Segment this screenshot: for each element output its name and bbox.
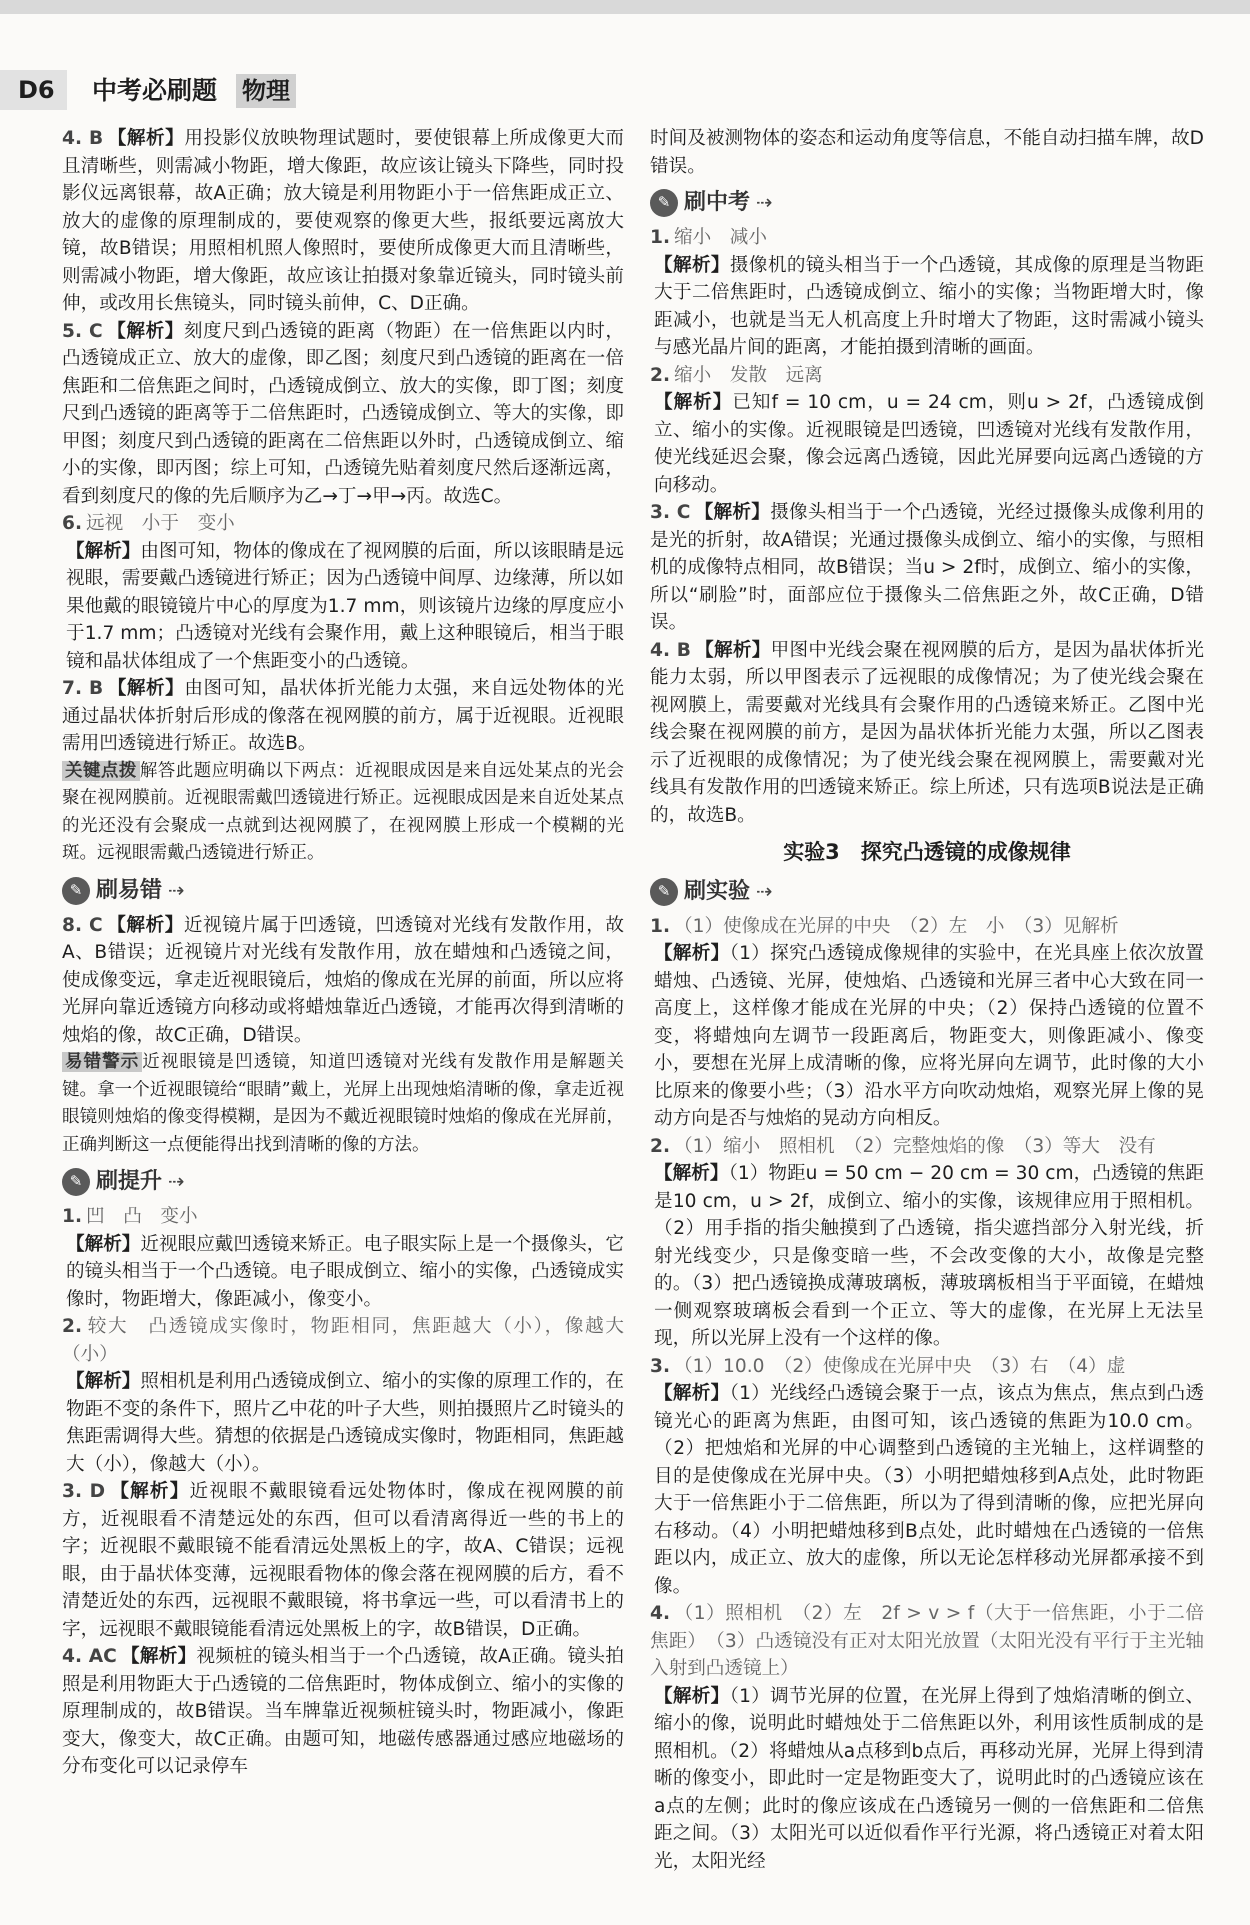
analysis-text: 已知f = 10 cm，u = 24 cm，则u > 2f，凸透镜成倒立、缩小的实像。近视眼镜是凹透镜，凹透镜对光线有发散作用，使光线延迟会聚，像会远离凸透镜，因此光屏要向远离凸透镜的方向移动。	[654, 392, 1204, 496]
question-number: 4. B	[62, 128, 104, 149]
question-number: 2.	[650, 1135, 671, 1157]
answer-item-z4	[650, 637, 1204, 830]
question-number: 3.	[650, 1355, 671, 1377]
question-number: 3. D	[62, 1481, 106, 1502]
answer-text: 远视 小于 变小	[86, 513, 235, 534]
answer-text: （1）缩小 照相机 （2）完整烛焰的像 （3）等大 没有	[674, 1135, 1156, 1157]
analysis-tag: 【解析】	[654, 943, 730, 964]
question-number: 7. B	[62, 678, 104, 699]
page-number: D6	[0, 70, 67, 110]
left-column	[62, 125, 624, 1781]
section-header-shiyan	[650, 873, 1204, 911]
answer-item-s2-analysis	[650, 1160, 1204, 1353]
error-warning-note	[62, 1049, 624, 1159]
top-edge-bar	[0, 0, 1250, 14]
analysis-tag: 【解析】	[106, 914, 184, 936]
analysis-text: （1）调节光屏的位置，在光屏上得到了烛焰清晰的倒立、缩小的像，说明此时蜡烛处于二倍焦距以外，利用该性质制成的是照相机。（2）将蜡烛从a点移到b点后，再移动光屏，光屏上得到清晰的像变小，即此时一定是物距变大了，说明此时的凸透镜应该在a点的左侧；此时的像应该成在凸透镜另一侧的一倍焦距和二倍焦距之间。（3）太阳光可以近似看作平行光源，将凸透镜正对着太阳光，太阳光经	[654, 1685, 1204, 1872]
answer-text: 凹 凸 变小	[86, 1206, 198, 1227]
section-title: 刷实验	[684, 878, 751, 904]
section-title: 刷易错	[96, 877, 163, 903]
note-text: 解答此题应明确以下两点：近视眼成因是来自远处某点的光会聚在视网膜前。近视眼需戴凹透镜进行矫正。远视眼成因是来自近处某点的光还没有会聚成一点就到达视网膜了，在视网膜上形成一个模糊的光斑。远视眼需戴凸透镜进行矫正。	[62, 760, 625, 863]
question-number: 1.	[62, 1206, 83, 1227]
arrow-icon: ⇢	[756, 190, 773, 215]
analysis-text: 近视镜片属于凹透镜，凹透镜对光线有发散作用，故A、B错误；近视镜片对光线有发散作用，放在蜡烛和凸透镜之间，使成像变远，拿走近视眼镜后，烛焰的像成在光屏的前面，所以应将光屏向靠近透镜方向移动或将蜡烛靠近凸透镜，才能再次得到清晰的烛焰的像，故C正确，D错误。	[62, 914, 624, 1046]
section-header-tisheng	[62, 1163, 624, 1201]
analysis-tag: 【解析】	[654, 1685, 730, 1707]
arrow-icon: ⇢	[168, 1169, 185, 1194]
book-series-title: 中考必刷题	[92, 76, 218, 105]
answer-item-t3	[62, 1478, 624, 1643]
question-number: 6.	[62, 513, 83, 534]
analysis-tag: 【解析】	[654, 1383, 730, 1404]
answer-item-z1	[650, 224, 1204, 252]
analysis-tag: 【解析】	[120, 1646, 197, 1667]
analysis-text: 摄像头相当于一个凸透镜，光经过摄像头成像利用的是光的折射，故A错误；光通过摄像头成倒立、缩小的实像，与照相机的成像特点相同，故B错误；当u > 2f时，成倒立、缩小的实像，所以“刷脸”时，面部应位于摄像头二倍焦距之外，故C正确，D错误。	[650, 502, 1204, 633]
note-label: 关键点拨	[62, 761, 140, 781]
answer-item-t1	[62, 1203, 624, 1231]
analysis-tag: 【解析】	[109, 1481, 190, 1502]
answer-item-t1-analysis	[62, 1231, 624, 1314]
analysis-tag: 【解析】	[694, 502, 771, 523]
question-number: 4. AC	[62, 1646, 117, 1667]
answer-item-z2	[650, 362, 1204, 390]
answer-item-z3	[650, 499, 1204, 637]
answer-item-z2-analysis	[650, 389, 1204, 499]
answer-item-s4-analysis	[650, 1683, 1204, 1876]
analysis-text: （1）光线经凸透镜会聚于一点，该点为焦点，焦点到凸透镜光心的距离为焦距，由图可知，该凸透镜的焦距为10.0 cm。（2）把烛焰和光屏的中心调整到凸透镜的主光轴上，这样调整的目的是使像成在光屏中央。（3）小明把蜡烛移到A点处，此时物距大于一倍焦距小于二倍焦距，所以为了得到清晰的像，应把光屏向右移动。（4）小明把蜡烛移到B点处，此时蜡烛在凸透镜的一倍焦距以内，成正立、放大的虚像，所以无论怎样移动光屏都承接不到像。	[654, 1383, 1204, 1597]
answer-item-8	[62, 912, 624, 1050]
note-text: 近视眼镜是凹透镜，知道凹透镜对光线有发散作用是解题关键。拿一个近视眼镜给“眼睛”戴上，光屏上出现烛焰清晰的像，拿走近视眼镜则烛焰的像变得模糊，是因为不戴近视眼镜时烛焰的像成在光屏前，正确判断这一点便能得出找到清晰的像的方法。	[62, 1052, 625, 1155]
question-number: 4. B	[650, 639, 691, 661]
answer-item-t4-continued: 时间及被测物体的姿态和运动角度等信息，不能自动扫描车牌，故D错误。	[650, 128, 1204, 177]
arrow-icon: ⇢	[168, 877, 185, 902]
question-number: 2.	[650, 364, 671, 386]
analysis-text: （1）探究凸透镜成像规律的实验中，在光具座上依次放置蜡烛、凸透镜、光屏，使烛焰、凸透镜和光屏三者中心大致在同一高度上，这样像才能成在光屏的中央；（2）保持凸透镜的位置不变，将蜡烛向左调节一段距离后，物距变大，则像距减小、像变小，要想在光屏上成清晰的像，应将光屏向左调节，此时像的大小比原来的像要小些；（3）沿水平方向吹动烛焰，观察光屏上像的晃动方向是否与烛焰的晃动方向相反。	[654, 943, 1204, 1129]
answer-text: 缩小 发散 远离	[674, 364, 823, 386]
analysis-text: 照相机是利用凸透镜成倒立、缩小的实像的原理工作的，在物距不变的条件下，照片乙中花的叶子大些，则拍摄照片乙时镜头的焦距需调得大些。猜想的依据是凸透镜成实像时，物距相同，焦距越大（小），像越大（小）。	[66, 1371, 624, 1475]
answer-item-s2	[650, 1133, 1204, 1161]
answer-item-5	[62, 318, 624, 511]
brush-badge-icon: ✎	[62, 1168, 90, 1196]
right-column	[650, 125, 1204, 1875]
answer-item-6	[62, 510, 624, 538]
analysis-text: 近视眼应戴凹透镜来矫正。电子眼实际上是一个摄像头，它的镜头相当于一个凸透镜。电子眼成倒立、缩小的实像，凸透镜成实像时，物距增大，像距减小，像变小。	[66, 1233, 624, 1310]
question-number: 4.	[650, 1603, 671, 1624]
question-number: 1.	[650, 915, 671, 937]
brush-badge-icon: ✎	[62, 877, 90, 905]
question-number: 5. C	[62, 320, 103, 342]
question-number: 3. C	[650, 502, 691, 523]
analysis-text: 由图可知，晶状体折光能力太强，来自远处物体的光通过晶状体折射后形成的像落在视网膜的前方，属于近视眼。近视眼需用凹透镜进行矫正。故选B。	[62, 678, 624, 754]
answer-text: 较大 凸透镜成实像时，物距相同，焦距越大（小），像越大（小）	[62, 1316, 624, 1365]
answer-item-6-analysis	[62, 538, 624, 676]
section-title: 刷中考	[684, 190, 751, 216]
answer-text: （1）使像成在光屏的中央 （2）左 小 （3）见解析	[674, 915, 1119, 937]
answer-item-s3	[650, 1353, 1204, 1381]
page-header	[0, 70, 1250, 114]
answer-item-7	[62, 675, 624, 758]
analysis-text: 近视眼不戴眼镜看远处物体时，像成在视网膜的前方，近视眼看不清楚远处的东西，但可以看清离得近一些的书上的字；近视眼不戴眼镜不能看清远处黑板上的字，故A、C错误；远视眼，由于晶状体变薄，远视眼看物体的像会落在视网膜的后方，看不清楚近处的东西，远视眼不戴眼镜，将书拿远一些，可以看清书上的字，远视眼不戴眼镜能看清远处黑板上的字，故B错误，D正确。	[62, 1481, 624, 1640]
answer-item-s1-analysis	[650, 940, 1204, 1133]
answer-item-t2	[62, 1313, 624, 1368]
answer-text: （1）照相机 （2）左 2f > v > f（大于一倍焦距，小于二倍焦距） （3）凸透镜没有正对太阳光放置（太阳光没有平行于主光轴入射到凸透镜上）	[650, 1603, 1204, 1679]
analysis-tag: 【解析】	[694, 639, 771, 661]
analysis-text: 由图可知，物体的像成在了视网膜的后面，所以该眼睛是远视眼，需要戴凸透镜进行矫正；因为凸透镜中间厚、边缘薄，所以如果他戴的眼镜镜片中心的厚度为1.7 mm，则该镜片边缘的厚度应小于1.7 mm；凸透镜对光线有会聚作用，戴上这种眼镜后，相当于眼镜和晶状体组成了一个焦距变小的凸透镜。	[66, 540, 624, 672]
analysis-text: 用投影仪放映物理试题时，要使银幕上所成像更大而且清晰些，则需减小物距，增大像距，故应该让镜头下降些，同时投影仪远离银幕，故A正确；放大镜是利用物距小于一倍焦距成正立、放大的虚像的原理制成的，要使观察的像更大些，报纸要远离放大镜，故B错误；用照相机照人像照时，要使所成像更大而且清晰些，则需减小物距，增大像距，故应该让拍摄对象靠近镜头，同时镜头前伸，或改用长焦镜头，同时镜头前伸，C、D正确。	[62, 128, 624, 314]
analysis-tag: 【解析】	[106, 320, 184, 342]
analysis-tag: 【解析】	[654, 254, 730, 276]
answer-text: 缩小 减小	[674, 227, 767, 248]
analysis-text: （1）物距u = 50 cm − 20 cm = 30 cm，凸透镜的焦距是10 cm，u > 2f，成倒立、缩小的实像，该规律应用于照相机。（2）用手指的指尖触摸到了凸透镜，指尖遮挡部分入射光线，折射光线变少，只是像变暗一些，不会改变像的大小，故像是完整的。（3）把凸透镜换成薄玻璃板，薄玻璃板相当于平面镜，在蜡烛一侧观察玻璃板会看到一个正立、等大的虚像，在光屏上无法呈现，所以光屏上没有一个这样的像。	[654, 1163, 1204, 1349]
section-header-yicuo	[62, 872, 624, 910]
answer-item-4	[62, 125, 624, 318]
question-number: 1.	[650, 227, 671, 248]
section-title: 刷提升	[96, 1169, 163, 1195]
answer-item-t2-analysis	[62, 1368, 624, 1478]
answer-item-s4	[650, 1600, 1204, 1683]
answer-item-z1-analysis	[650, 252, 1204, 362]
question-number: 2.	[62, 1316, 83, 1337]
answer-text: （1）10.0 （2）使像成在光屏中央 （3）右 （4）虚	[674, 1355, 1126, 1377]
experiment-title: 实验3 探究凸透镜的成像规律	[783, 840, 1071, 864]
answer-item-s1	[650, 913, 1204, 941]
answer-item-s3-analysis	[650, 1380, 1204, 1600]
analysis-text: 视频桩的镜头相当于一个凸透镜，故A正确。镜头拍照是利用物距大于凸透镜的二倍焦距时，物体成倒立、缩小的实像的原理制成的，故B错误。当车牌靠近视频桩镜头时，物距减小，像距变大，像变大，故C正确。由题可知，地磁传感器通过感应地磁场的分布变化可以记录停车	[62, 1646, 624, 1777]
arrow-icon: ⇢	[756, 878, 773, 903]
analysis-text: 摄像机的镜头相当于一个凸透镜，其成像的原理是当物距大于二倍焦距时，凸透镜成倒立、缩小的实像；当物距增大时，像距减小，也就是当无人机高度上升时增大了物距，这时需减小镜头与感光晶片间的距离，才能拍摄到清晰的画面。	[654, 254, 1204, 358]
analysis-tag: 【解析】	[107, 678, 185, 699]
analysis-tag: 【解析】	[654, 392, 733, 413]
subject-label: 物理	[236, 74, 296, 108]
answer-item-t4	[62, 1643, 624, 1781]
brush-badge-icon: ✎	[650, 189, 678, 217]
section-header-zhongkao	[650, 184, 1204, 222]
analysis-tag: 【解析】	[66, 1371, 141, 1392]
analysis-tag: 【解析】	[66, 1233, 141, 1255]
key-point-note	[62, 758, 624, 868]
analysis-text: 甲图中光线会聚在视网膜的后方，是因为晶状体折光能力太弱，所以甲图表示了远视眼的成像情况；为了使光线会聚在视网膜上，需要戴对光线具有会聚作用的凸透镜来矫正。乙图中光线会聚在视网膜的前方，是因为晶状体折光能力太强，所以乙图表示了近视眼的成像情况；为了使光线会聚在视网膜上，需要戴对光线具有发散作用的凹透镜来矫正。综上所述，只有选项B说法是正确的，故选B。	[650, 639, 1204, 826]
question-number: 8. C	[62, 914, 103, 936]
note-label: 易错警示	[62, 1052, 142, 1072]
brush-badge-icon: ✎	[650, 878, 678, 906]
analysis-tag: 【解析】	[107, 128, 185, 149]
analysis-text: 刻度尺到凸透镜的距离（物距）在一倍焦距以内时，凸透镜成正立、放大的虚像，即乙图；刻度尺到凸透镜的距离在一倍焦距和二倍焦距之间时，凸透镜成倒立、放大的实像，即丁图；刻度尺到凸透镜的距离等于二倍焦距时，凸透镜成倒立、等大的实像，即甲图；刻度尺到凸透镜的距离在二倍焦距以外时，凸透镜成倒立、缩小的实像，即丙图；综上可知，凸透镜先贴着刻度尺然后逐渐远离，看到刻度尺的像的先后顺序为乙→丁→甲→丙。故选C。	[62, 320, 624, 507]
analysis-tag: 【解析】	[654, 1163, 729, 1184]
analysis-tag: 【解析】	[66, 540, 141, 562]
